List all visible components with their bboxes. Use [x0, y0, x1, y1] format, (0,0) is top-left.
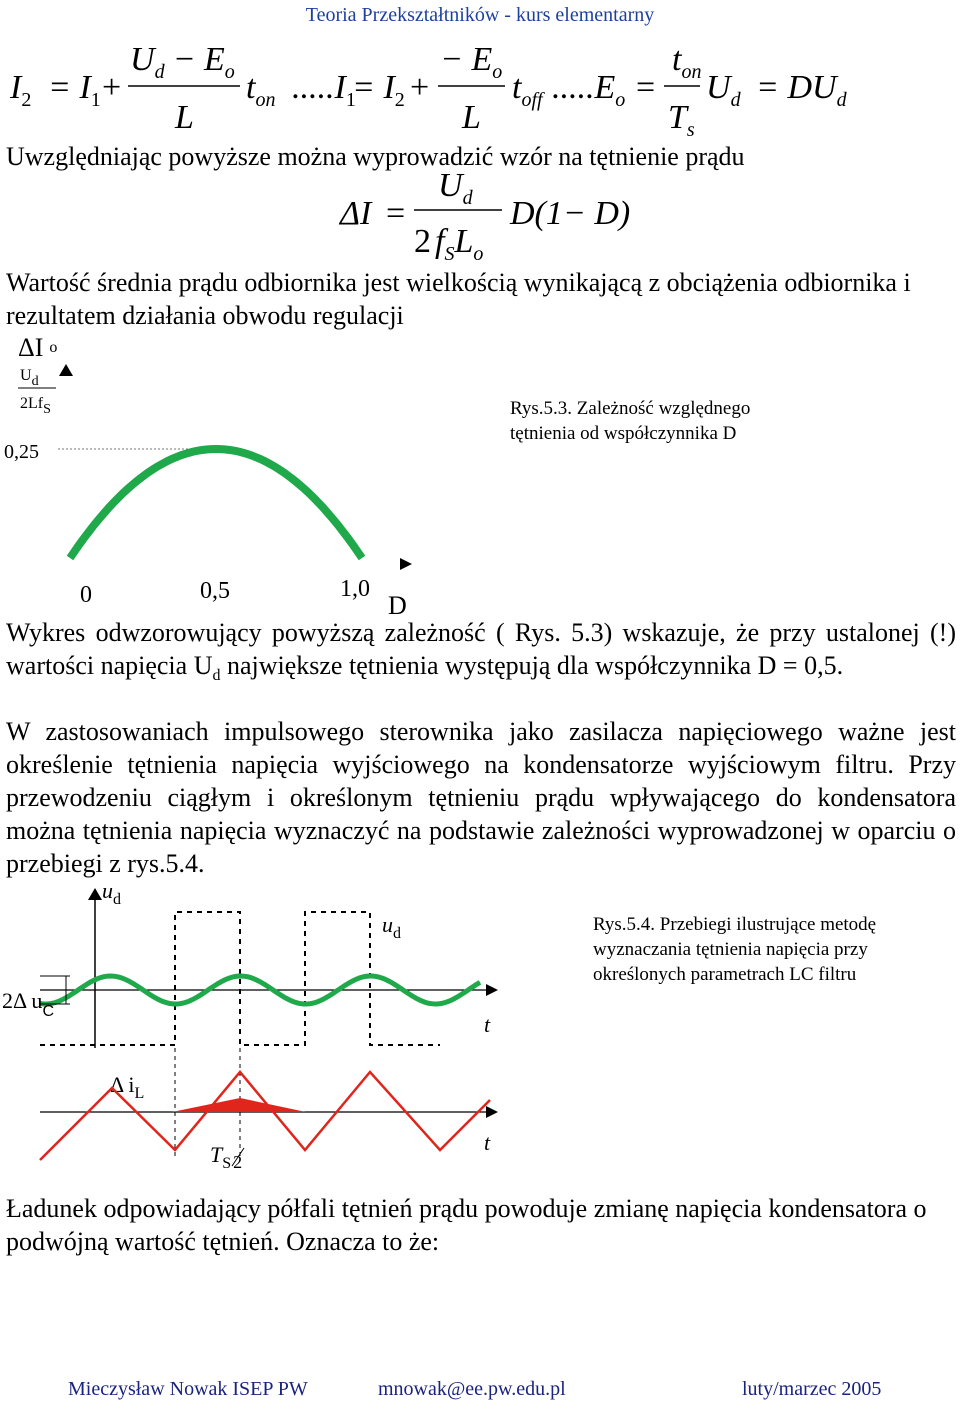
svg-text:Δ iL: Δ $i_L$	[110, 1072, 145, 1102]
y-axis-label-delta-i: ΔI $^o$	[18, 333, 58, 362]
svg-text:toff: $t_{off}$	[512, 69, 543, 111]
equation-currents	[0, 36, 960, 146]
page-header: Teoria Przekształtników - kurs elementarny	[305, 4, 655, 26]
charge-triangle	[172, 1098, 306, 1112]
svg-text:= DUd: = $DU_d$	[756, 69, 847, 111]
svg-text:ton: $t_{on}$	[672, 41, 702, 83]
svg-text:+: +	[410, 69, 430, 106]
svg-text:Ud: $U_d$	[706, 69, 741, 111]
svg-text:t: t	[484, 1012, 491, 1037]
figure-5-4-caption: Rys.5.4. Przebiegi ilustrujące metodę wyznaczania tętnienia napięcia przy określonych parametrach LC filtru	[593, 914, 877, 985]
footer-date: luty/marzec 2005	[742, 1378, 882, 1400]
svg-text:D(1− D): D(1− D)	[510, 195, 631, 232]
svg-text:ud: $u_d$	[382, 912, 401, 942]
y-tick-label: 0,25	[4, 441, 39, 463]
svg-text:ΔI: ΔI	[340, 195, 372, 232]
x-axis-arrow	[400, 558, 412, 570]
svg-text:t: t	[484, 1130, 491, 1155]
x-tick-label-0-5: 0,5	[200, 578, 230, 604]
equation-current-ripple	[300, 172, 660, 262]
footer-author: Mieczysław Nowak ISEP PW	[68, 1378, 308, 1400]
svg-text:ud: $u_d$	[102, 878, 121, 908]
svg-text:ton: $t_{on}$	[246, 69, 276, 111]
svg-text:=: =	[636, 69, 656, 106]
svg-text:L: L	[462, 99, 481, 136]
svg-text:= I1: = $I_1$	[48, 69, 101, 111]
svg-text:.....I1: $.....I_1$	[292, 69, 356, 111]
svg-text:Ud− Eo: $U_d - E_o$	[130, 41, 235, 83]
svg-text:+: +	[102, 69, 122, 106]
y-axis-label-ud: Ud	[20, 367, 39, 389]
paragraph-average-current: Wartość średnia prądu odbiornika jest wielkością wynikającą z obciążenia odbiornika i rezultatem działania obwodu regulacji	[6, 268, 911, 330]
x-tick-label-0: 0	[80, 582, 92, 608]
paragraph-charge: Ładunek odpowiadający półfali tętnień prądu powoduje zmianę napięcia kondensatora o podwójną wartość tętnień. Oznacza to że:	[6, 1194, 927, 1256]
y-axis-label-2lfs: 2LfS	[20, 395, 51, 417]
t-axis-1-arrow	[486, 984, 498, 996]
figure-5-3-chart	[0, 328, 500, 628]
x-tick-label-1-0: 1,0	[340, 576, 370, 602]
paragraph-graph-explanation: Wykres odwzorowujący powyższą zależność ( Rys. 5.3) wskazuje, że przy ustalonej (!) wartości napięcia $U_d$ największe tętnienia występują dla współczynnika D = 0,5.	[6, 618, 956, 685]
figure-5-4-waveforms	[0, 870, 600, 1180]
svg-text:= I2: = $I_2$	[352, 69, 405, 111]
svg-text:TS2: $T_S$ 2	[210, 1142, 243, 1172]
svg-text:I2: $I_2$	[10, 69, 32, 111]
footer-email-link[interactable]: mnowak@ee.pw.edu.pl	[378, 1378, 566, 1400]
y-axis-arrow	[59, 364, 73, 376]
svg-text:Ts: $T_s$	[668, 99, 695, 141]
svg-text:.....Eo: $.....E_o$	[552, 69, 626, 111]
t-axis-2-arrow	[486, 1106, 498, 1118]
paragraph-applications: W zastosowaniach impulsowego sterownika jako zasilacza napięciowego ważne jest określenie tętnienia napięcia wyjściowego na kondensatorze wyjściowym filtru. Przy przewodzeniu ciągłym i określonym tętnieniu prądu wpływającego do kondensatora można tętnienia napięcia wyznaczyć na podstawie zależności wyprowadzonej w oparciu o przebiegi z rys.5.4.	[6, 717, 956, 878]
svg-text:Ud: $U_d$	[438, 172, 473, 209]
svg-text:=: =	[386, 195, 406, 232]
ripple-curve-series	[70, 449, 362, 558]
svg-text:2fSLo: 2 $f_SL_o$	[414, 223, 484, 262]
svg-text:L: L	[175, 99, 194, 136]
paragraph-ripple-intro: Uwzględniając powyższe można wyprowadzić wzór na tętnienie prądu	[6, 142, 745, 171]
x-axis-label: D	[388, 591, 407, 620]
svg-text:− Eo: − $E_o$	[440, 41, 503, 83]
inductor-current-waveform	[40, 1072, 490, 1160]
figure-5-3-caption: Rys.5.3. Zależność względnego tętnienia od współczynnika D	[510, 398, 751, 444]
svg-text:2Δ uC: 2Δ $u_C$	[2, 988, 54, 1020]
